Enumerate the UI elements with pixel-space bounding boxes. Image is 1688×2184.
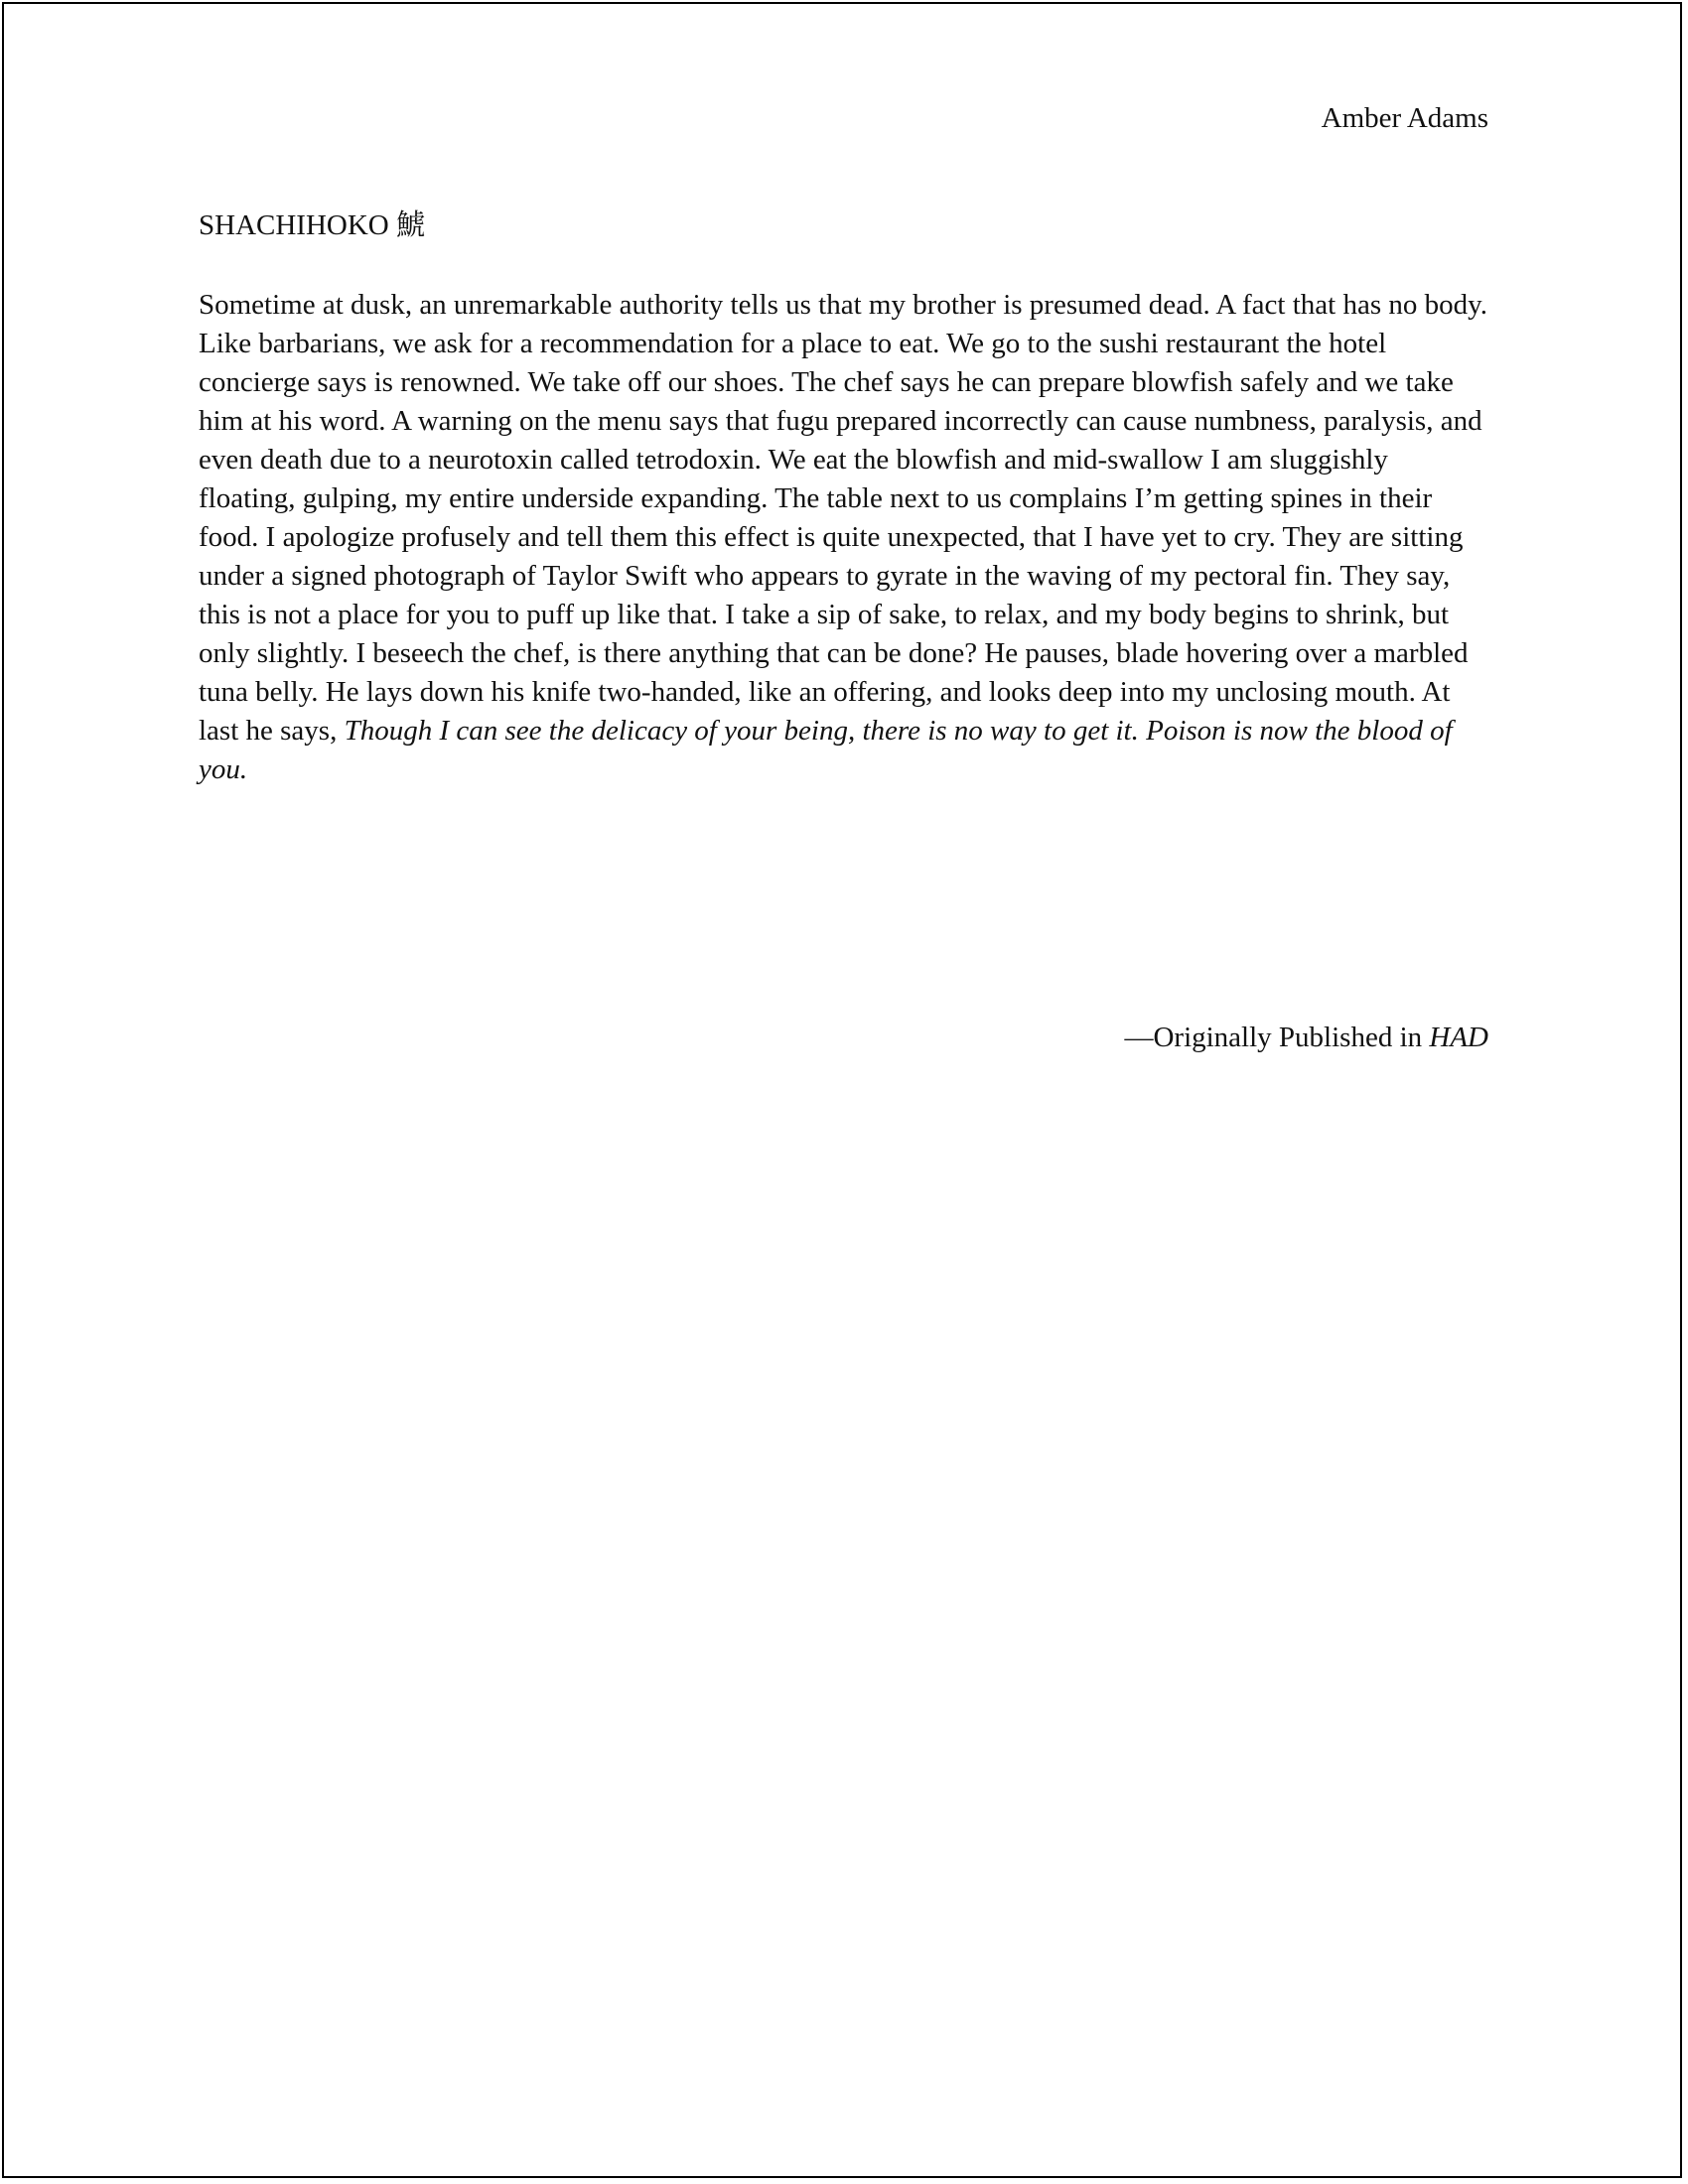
body-paragraph — [199, 286, 1489, 789]
body-text: Sometime at dusk, an unremarkable authority tells us that my brother is presumed dead. A fact that has no body. Like barbarians, we ask for a recommendation for a place to eat. We go to the sushi restaurant the hotel concierge says is renowned. We take off our shoes. The chef says he can prepare blowfish safely and we take him at his word. A warning on the menu says that fugu prepared incorrectly can cause numbness, paralysis, and even death due to a neurotoxin called tetrodoxin. We eat the blowfish and mid-swallow I am sluggishly floating, gulping, my entire underside expanding. The table next to us complains I’m getting spines in their food. I apologize profusely and tell them this effect is quite unexpected, that I have yet to cry. They are sitting under a signed photograph of Taylor Swift who appears to gyrate in the waving of my pectoral fin. They say, this is not a place for you to puff up like that. I take a sip of sake, to relax, and my body begins to shrink, but only slightly. I beseech the chef, is there anything that can be done? He pauses, blade hovering over a marbled tuna belly. He lays down his knife two-handed, like an offering, and looks deep into my unclosing mouth. At last he says, — [199, 289, 1487, 747]
author-name: Amber Adams — [1321, 102, 1488, 134]
publication-credit — [1124, 1019, 1488, 1056]
page-title: SHACHIHOKO 鯱 — [199, 209, 425, 241]
publication-name: HAD — [1429, 1022, 1488, 1053]
chef-quote: Though I can see the delicacy of your being, there is no way to get it. Poison is now the blood of you. — [199, 715, 1453, 785]
credit-prefix: —Originally Published in — [1124, 1022, 1423, 1053]
